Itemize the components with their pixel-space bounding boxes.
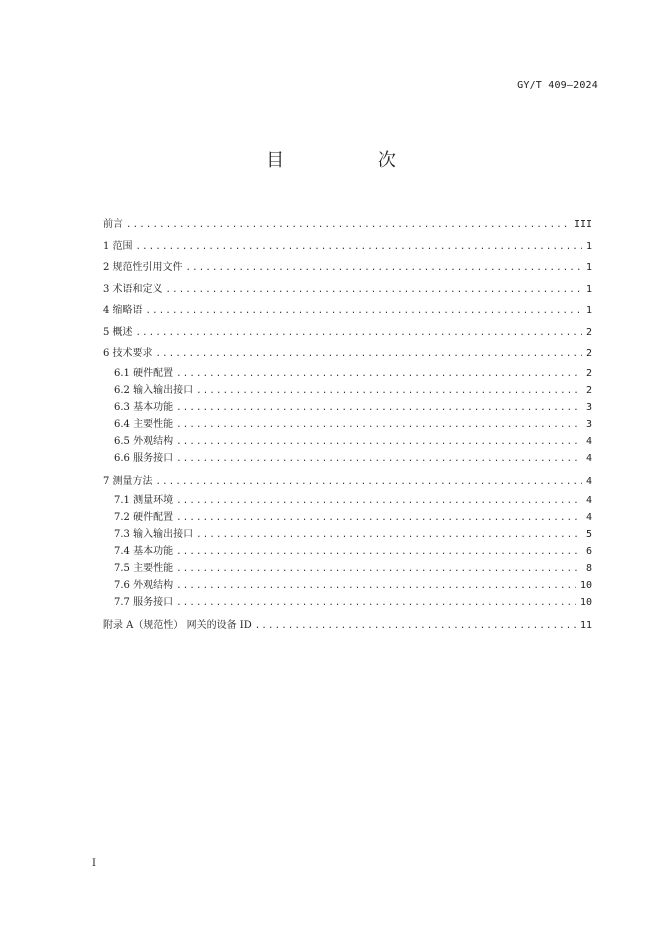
toc-entry[interactable] bbox=[103, 615, 592, 637]
toc-entry-label: 6.4 主要性能 bbox=[114, 418, 174, 430]
page-number: I bbox=[92, 858, 96, 869]
toc-dot-leader bbox=[176, 595, 576, 612]
toc-dot-leader bbox=[176, 434, 582, 451]
toc-entry-page: 3 bbox=[585, 401, 592, 413]
toc-entry-label: 2 规范性引用文件 bbox=[103, 262, 183, 273]
toc-entry-label: 前言 bbox=[103, 219, 123, 230]
toc-entry[interactable] bbox=[103, 471, 592, 493]
toc-entry-label: 5 概述 bbox=[103, 326, 133, 338]
toc-entry-label: 附录 A（规范性） 网关的设备 ID bbox=[103, 620, 252, 631]
toc-entry[interactable] bbox=[103, 257, 592, 279]
toc-entry[interactable] bbox=[103, 526, 592, 543]
toc-entry[interactable] bbox=[103, 236, 592, 258]
toc-entry[interactable] bbox=[103, 416, 592, 433]
toc-entry-page: 10 bbox=[579, 580, 592, 591]
toc-entry-page: 10 bbox=[579, 597, 592, 608]
toc-dot-leader bbox=[176, 561, 582, 578]
toc-entry-page: 6 bbox=[585, 546, 592, 557]
toc-entry[interactable] bbox=[103, 492, 592, 509]
toc-dot-leader bbox=[146, 301, 582, 323]
toc-dot-leader bbox=[176, 400, 582, 417]
toc-entry-label: 6.2 输入输出接口 bbox=[114, 384, 194, 396]
toc-dot-leader bbox=[136, 237, 582, 259]
toc-dot-leader bbox=[126, 215, 570, 237]
toc-entry[interactable] bbox=[103, 509, 592, 526]
toc-dot-leader bbox=[196, 383, 582, 400]
toc-entry[interactable] bbox=[103, 279, 592, 301]
toc-entry-label: 3 术语和定义 bbox=[103, 283, 163, 295]
toc-entry-page: 1 bbox=[585, 262, 592, 273]
toc-entry-page: 4 bbox=[585, 475, 592, 487]
toc-dot-leader bbox=[156, 472, 582, 494]
toc-entry-page: 4 bbox=[585, 495, 592, 506]
toc-entry[interactable] bbox=[103, 300, 592, 322]
toc-entry-label: 6.6 服务接口 bbox=[114, 452, 174, 464]
toc-entry[interactable] bbox=[103, 543, 592, 560]
toc-entry-label: 1 范围 bbox=[103, 240, 133, 252]
toc-entry-page: 2 bbox=[585, 384, 592, 396]
toc-entry-label: 7.2 硬件配置 bbox=[114, 512, 174, 523]
toc-dot-leader bbox=[156, 344, 582, 366]
toc-entry-label: 6 技术要求 bbox=[103, 348, 153, 359]
toc-entry-label: 7.5 主要性能 bbox=[114, 563, 174, 574]
toc-entry[interactable] bbox=[103, 577, 592, 594]
toc-dot-leader bbox=[255, 616, 576, 638]
toc-entry[interactable] bbox=[103, 594, 592, 611]
toc-entry[interactable] bbox=[103, 382, 592, 399]
toc-entry-label: 7.7 服务接口 bbox=[114, 597, 174, 608]
toc-title: 目 次 bbox=[266, 150, 440, 171]
toc-entry-label: 6.1 硬件配置 bbox=[114, 367, 174, 379]
toc-dot-leader bbox=[196, 527, 582, 544]
toc-entry-label: 4 缩略语 bbox=[103, 305, 143, 316]
toc-dot-leader bbox=[176, 578, 576, 595]
toc-dot-leader bbox=[176, 493, 582, 510]
toc-entry[interactable] bbox=[103, 322, 592, 344]
toc-dot-leader bbox=[166, 280, 582, 302]
toc-entry-page: 2 bbox=[585, 326, 592, 338]
toc-entry-page: 4 bbox=[585, 435, 592, 447]
toc-entry-label: 7.4 基本功能 bbox=[114, 546, 174, 557]
standard-code: GY/T 409—2024 bbox=[517, 80, 598, 91]
toc-entry[interactable] bbox=[103, 399, 592, 416]
toc-entry-label: 6.3 基本功能 bbox=[114, 401, 174, 413]
toc-entry[interactable] bbox=[103, 214, 592, 236]
toc-dot-leader bbox=[176, 510, 582, 527]
toc-entry-label: 7 测量方法 bbox=[103, 475, 153, 487]
toc-entry-page: 5 bbox=[585, 529, 592, 540]
toc-entry-page: 11 bbox=[579, 620, 592, 631]
toc-dot-leader bbox=[176, 451, 582, 468]
toc-entry-page: 4 bbox=[585, 452, 592, 464]
toc-entry[interactable] bbox=[103, 560, 592, 577]
toc-entry[interactable] bbox=[103, 343, 592, 365]
toc-entry-label: 7.3 输入输出接口 bbox=[114, 529, 194, 540]
toc-entry-page: 2 bbox=[585, 367, 592, 379]
toc-dot-leader bbox=[176, 366, 582, 383]
toc-dot-leader bbox=[136, 323, 582, 345]
toc-entry-label: 7.6 外观结构 bbox=[114, 580, 174, 591]
toc-entry-page: III bbox=[573, 219, 592, 230]
toc-dot-leader bbox=[176, 417, 582, 434]
toc-entry-page: 4 bbox=[585, 512, 592, 523]
toc-entry-page: 3 bbox=[585, 418, 592, 430]
toc-dot-leader bbox=[186, 258, 582, 280]
toc-entry-page: 2 bbox=[585, 348, 592, 359]
table-of-contents bbox=[103, 214, 592, 637]
toc-entry[interactable] bbox=[103, 450, 592, 467]
toc-entry-page: 1 bbox=[585, 240, 592, 252]
toc-entry-page: 8 bbox=[585, 563, 592, 574]
toc-entry-label: 7.1 测量环境 bbox=[114, 495, 174, 506]
toc-entry-label: 6.5 外观结构 bbox=[114, 435, 174, 447]
toc-entry-page: 1 bbox=[585, 305, 592, 316]
toc-entry[interactable] bbox=[103, 365, 592, 382]
toc-dot-leader bbox=[176, 544, 582, 561]
toc-entry[interactable] bbox=[103, 433, 592, 450]
toc-entry-page: 1 bbox=[585, 283, 592, 295]
